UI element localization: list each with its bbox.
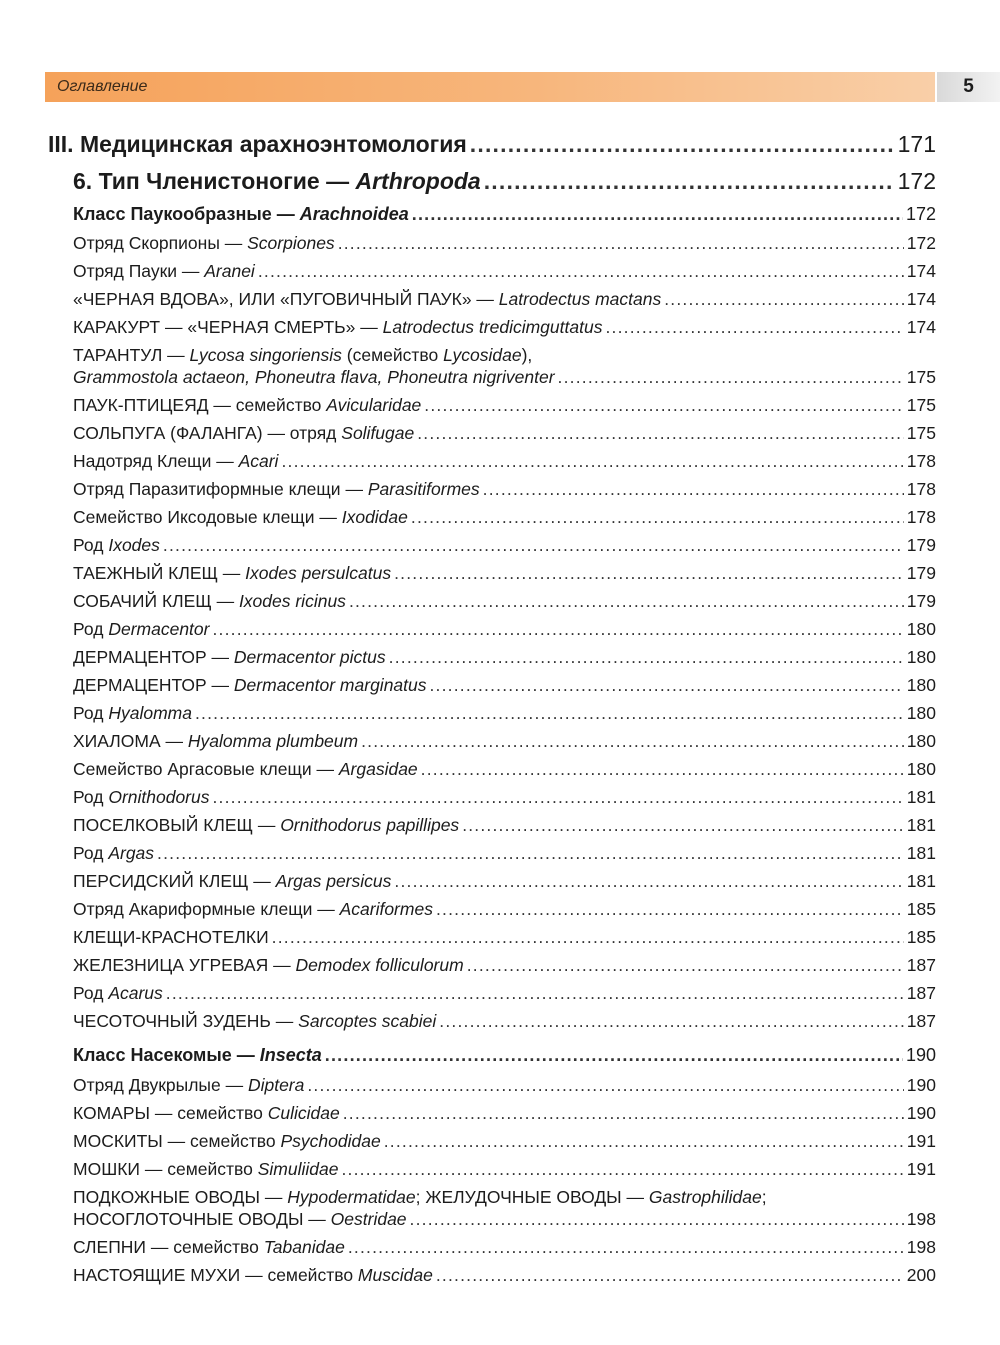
toc-entry[interactable]: «ЧЕРНАЯ ВДОВА», ИЛИ «ПУГОВИЧНЫЙ ПАУК» — Latrodectus mactans ..... 174 [73,289,936,310]
toc-part-label: III. Медицинская арахноэнтомология [48,131,467,157]
toc-entry[interactable]: Надотряд Клещи — Acari ..... 178 [73,451,936,472]
toc-entry[interactable]: ХИАЛОМА — Hyalomma plumbeum ..... 180 [73,731,936,752]
toc-entry[interactable]: ПЕРСИДСКИЙ КЛЕЩ — Argas persicus ..... 181 [73,871,936,892]
toc-page: 190 [905,1045,936,1065]
toc-entry[interactable]: КАРАКУРТ — «ЧЕРНАЯ СМЕРТЬ» — Latrodectus tredicimguttatus ..... 174 [73,317,936,338]
toc-entry[interactable]: ДЕРМАЦЕНТОР — Dermacentor pictus ..... 180 [73,647,936,668]
header-title: Оглавление [57,78,148,95]
toc-entry[interactable]: Род Ixodes ..... 179 [73,535,936,556]
toc-entry[interactable]: СЛЕПНИ — семейство Tabanidae ..... 198 [73,1237,936,1258]
toc-entry[interactable]: СОЛЬПУГА (ФАЛАНГА) — отряд Solifugae ..... 175 [73,423,936,444]
toc-page: 171 [897,131,936,157]
toc-entry[interactable]: МОСКИТЫ — семейство Psychodidae ..... 191 [73,1131,936,1152]
toc-entry[interactable]: Семейство Аргасовые клещи — Argasidae ..... 180 [73,759,936,780]
toc-entry[interactable]: Род Ornithodorus ..... 181 [73,787,936,808]
toc-page: 172 [905,204,936,224]
leader-dots [470,131,895,158]
toc-entry-line1[interactable]: ПОДКОЖНЫЕ ОВОДЫ — Hypodermatidae; ЖЕЛУДОЧНЫЕ ОВОДЫ — Gastrophilidae; [73,1187,767,1207]
toc-entry[interactable]: КОМАРЫ — семейство Culicidae ..... 190 [73,1103,936,1124]
toc-entry[interactable]: ПОСЕЛКОВЫЙ КЛЕЩ — Ornithodorus papillipes ..... 181 [73,815,936,836]
toc-entry[interactable]: Отряд Пауки — Aranei ..... 174 [73,261,936,282]
toc-entry[interactable]: ТАЕЖНЫЙ КЛЕЩ — Ixodes persulcatus ..... 179 [73,563,936,584]
toc-class-row[interactable] [73,1045,936,1066]
toc-class-label: Класс Насекомые — Insecta [73,1045,322,1065]
page-number: 5 [963,76,974,97]
toc-entry[interactable]: ЖЕЛЕЗНИЦА УГРЕВАЯ — Demodex folliculorum ..... 187 [73,955,936,976]
toc-entry[interactable]: Род Acarus ..... 187 [73,983,936,1004]
toc-chapter-label: 6. Тип Членистоногие — Arthropoda [73,168,481,194]
toc-entry[interactable]: ЧЕСОТОЧНЫЙ ЗУДЕНЬ — Sarcoptes scabiei ..... 187 [73,1011,936,1032]
toc-chapter-row[interactable] [73,168,936,195]
toc-entry[interactable]: КЛЕЩИ-КРАСНОТЕЛКИ ..... 185 [73,927,936,948]
toc-entry[interactable]: Семейство Иксодовые клещи — Ixodidae ..... 178 [73,507,936,528]
toc-entry[interactable]: Отряд Паразитиформные клещи — Parasitiformes ..... 178 [73,479,936,500]
toc-entry[interactable]: Отряд Двукрылые — Diptera ..... 190 [73,1075,936,1096]
toc-entry[interactable]: Род Dermacentor ..... 180 [73,619,936,640]
page-number-box [937,72,1000,102]
toc-entry[interactable]: МОШКИ — семейство Simuliidae ..... 191 [73,1159,936,1180]
toc-entry[interactable]: НАСТОЯЩИЕ МУХИ — семейство Muscidae ..... 200 [73,1265,936,1286]
leader-dots [484,168,895,195]
toc-part-row[interactable] [48,131,936,158]
toc-page: 172 [897,168,936,194]
toc-entry[interactable]: ПАУК-ПТИЦЕЯД — семейство Avicularidae ..... 175 [73,395,936,416]
section-header-bar [45,72,935,102]
toc-entry[interactable]: НОСОГЛОТОЧНЫЕ ОВОДЫ — Oestridae ..... 198 [73,1209,936,1230]
toc-entry[interactable]: Grammostola actaeon, Phoneutra flava, Phoneutra nigriventer ..... 175 [73,367,936,388]
leader-dots [412,204,903,225]
toc-entry[interactable]: Отряд Скорпионы — Scorpiones ..... 172 [73,233,936,254]
toc-class-label: Класс Паукообразные — Arachnoidea [73,204,409,224]
toc-entry[interactable]: Род Hyalomma ..... 180 [73,703,936,724]
toc-class-row[interactable] [73,204,936,225]
toc-entry[interactable]: Род Argas ..... 181 [73,843,936,864]
toc-entry[interactable]: ДЕРМАЦЕНТОР — Dermacentor marginatus ..... 180 [73,675,936,696]
leader-dots [325,1045,903,1066]
toc-entry[interactable]: Отряд Акариформные клещи — Acariformes ..... 185 [73,899,936,920]
toc-entry[interactable]: СОБАЧИЙ КЛЕЩ — Ixodes ricinus ..... 179 [73,591,936,612]
toc-entry-line1[interactable]: ТАРАНТУЛ — Lycosa singoriensis (семейство Lycosidae), [73,345,533,365]
